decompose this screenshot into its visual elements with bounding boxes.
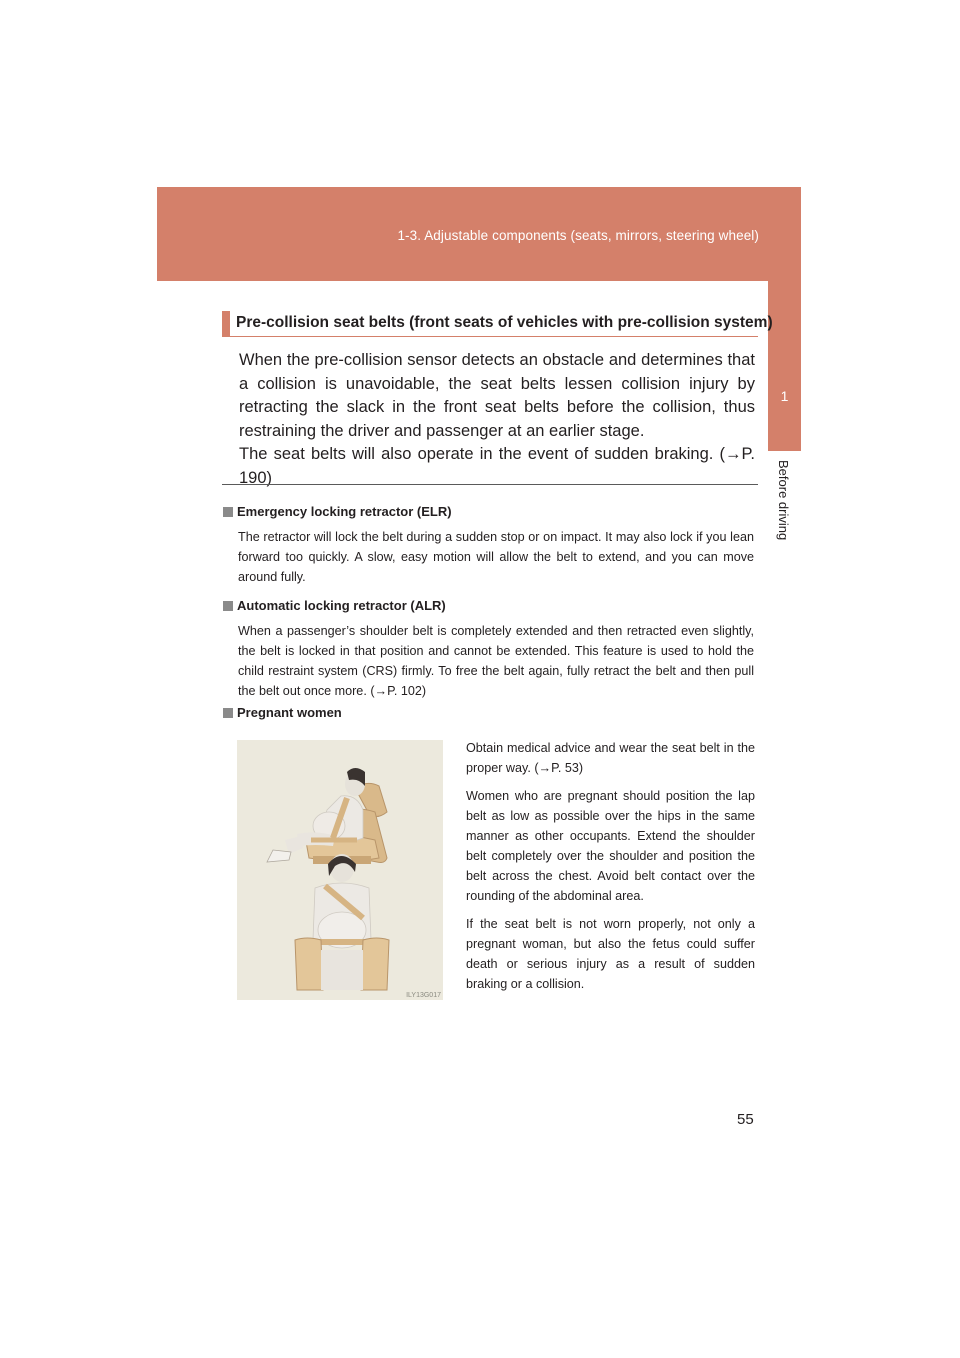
section-title: Pre-collision seat belts (front seats of vehicles with pre-collision system) — [236, 314, 773, 331]
item-heading-alr — [223, 598, 446, 613]
item-heading-pregnant — [223, 705, 342, 720]
page-number: 55 — [737, 1111, 754, 1128]
seated-person-illustration — [237, 740, 443, 1000]
pregnant-paragraph: If the seat belt is not worn properly, not only a pregnant woman, but also the fetus could suffer death or serious injury as a result of sudden braking or a collision. — [466, 917, 755, 991]
header-band — [157, 187, 801, 281]
chapter-title: Before driving — [776, 460, 791, 541]
chapter-title-container — [768, 460, 801, 580]
illustration-code: ILY13G017 — [406, 992, 441, 999]
chapter-number: 1 — [780, 388, 789, 404]
pregnant-seatbelt-illustration — [237, 740, 443, 1000]
pregnant-women-text — [466, 738, 755, 1002]
item-heading-label: Pregnant women — [237, 705, 342, 720]
square-bullet-icon — [223, 708, 233, 718]
intro-text — [239, 349, 755, 490]
section-heading — [222, 311, 773, 337]
pregnant-paragraph: Women who are pregnant should position the lap belt as low as possible over the hips in the same manner as other occupants. Extend the shoulder belt completely over the shoulder and position the belt across the chest. Avoid belt contact over the rounding of the abdominal area. — [466, 789, 755, 903]
item-heading-label: Emergency locking retractor (ELR) — [237, 504, 452, 519]
divider — [222, 484, 758, 485]
item-heading-elr — [223, 504, 452, 519]
square-bullet-icon — [223, 601, 233, 611]
item-body-alr: When a passenger’s shoulder belt is completely extended and then retracted even slightly, the belt is locked in that position and cannot be extended. This feature is used to hold the child restraint system (CRS) firmly. To free the belt again, fully retract the belt and then pull the belt out once more. (→P. 102) — [238, 624, 754, 698]
chapter-tab — [768, 281, 801, 451]
intro-paragraph: When the pre-collision sensor detects an obstacle and determines that a collision is unavoidable, the seat belts lessen collision injury by retracting the slack in the front seat belts before the collision, thus restraining the driver and passenger at an earlier stage. — [239, 351, 755, 440]
pregnant-paragraph: Obtain medical advice and wear the seat belt in the proper way. (→P. 53) — [466, 741, 755, 775]
item-heading-label: Automatic locking retractor (ALR) — [237, 598, 446, 613]
square-bullet-icon — [223, 507, 233, 517]
intro-paragraph: The seat belts will also operate in the event of sudden braking. (→P. 190) — [239, 445, 755, 487]
item-body-elr: The retractor will lock the belt during a sudden stop or on impact. It may also lock if you lean forward too quickly. A slow, easy motion will allow the belt to extend, and you can move around fully. — [238, 530, 754, 584]
section-path: 1-3. Adjustable components (seats, mirrors, steering wheel) — [397, 228, 759, 243]
